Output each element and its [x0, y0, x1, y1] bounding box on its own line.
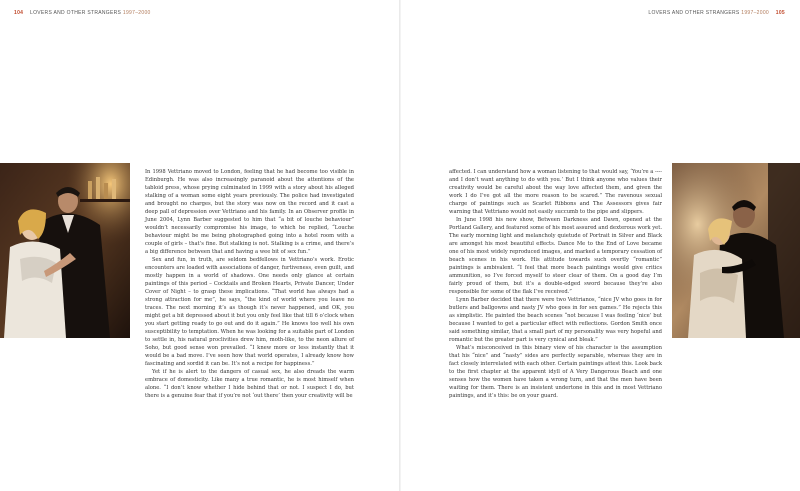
left-running-title: LOVERS AND OTHER STRANGERS: [30, 10, 122, 16]
left-page-number: 104: [14, 10, 24, 16]
right-running-head: [648, 10, 785, 16]
right-paragraph: Lynn Barber decided that there were two Vettrianos, “nice JV who goes in for butlers and ballgowns and nasty JV who goes in for sex games.” He rejects this as simplistic. He painted the beach scenes “not because I was feeling ‘nice’ but because I wanted to get a particular effect with reflections. Gordon Smith once said something similar, that a small part of my personality was very hopeful and romantic but the greater part is very cynical and bleak.”: [449, 297, 662, 343]
right-paragraph: affected. I can understand how a woman listening to that would say, ‘You’re a ---- and I don’t want anything to do with you.’ But I think anyone who values their creativity would be careful about the way love affected them, and given the work I do I’ve got all the more reason to be scared.” The ravenous sexual charge of paintings such as Scarlet Ribbons and The Assessors gives fair warning that Vettriano would not easily succumb to the pipe and slippers.: [449, 169, 662, 215]
right-running-years: 1997–2000: [741, 10, 769, 16]
left-paragraph: Sex and fun, in truth, are seldom bedfellows in Vettriano’s work. Erotic encounters are loaded with associations of danger, furtiveness, even guilt, and mostly happen in a world of shadows. One needs only glance at certain paintings of this period – Cocktails and Broken Hearts, Private Dancer, Under Cover of Night – to grasp these implications. “That world has always had a strong attraction for me”, he says, “the kind of world where you leave no traces. The next morning it’s as though it’s never happened, and OK, you might get a bit depressed about it but you only feel like that till 6 o’clock when you start getting ready to go out and do it again.” He knows too well his own susceptibility to temptation. When he was looking for a suitable part of London to settle in, his natural proclivities drew him, moth-like, to the neon allure of Soho, but good sense won prevailed. “I knew more or less instantly that it would be a bad move. I’ve seen how that world operates, I already know how fascinating and sordid it can be. It’s not a recipe for happiness.”: [145, 257, 354, 367]
left-paragraph: Yet if he is alert to the dangers of casual sex, he also dreads the warm embrace of domesticity. Like many a true romantic, he is most himself when alone. “I don’t know whether I hide behind that or not. I suspect I do, but there is a genuine fear that if you’re not ‘out there’ then your creativity will be: [145, 369, 354, 399]
left-paragraph: In 1998 Vettriano moved to London, feeling that he had become too visible in Edinburgh. He was also increasingly paranoid about the attentions of the tabloid press, whose prying culminated in 1999 with a story about his alleged stalking of a woman some eight years previously. The police had investigated and brought no charges, but the story was now on the record and it cast a deep pall of depression over Vettriano and his family. In an Observer profile in June 2004, Lynn Barber suggested to him that “a bit of louche behaviour” wouldn’t necessarily compromise his image, to which he replied, “Louche behaviour might be me being photographed going into a hotel room with a couple of girls – that’s fine. But stalking is not. Stalking is a crime, and there’s a big difference between that and having a wee bit of sex fun.”: [145, 169, 354, 255]
right-paragraph: What’s misconceived in this binary view of his character is the assumption that his “nice” and “nasty” sides are perfectly separable, whereas they are in fact closely interrelated with each other. Certain paintings attest this. Look back to the first chapter at the apparent idyll of A Very Dangerous Beach and one senses how the women have taken a wrong turn, and that the men have been waiting for them. There is an insistent undertone in this and in most Vettriano paintings, and it’s this: be on your guard.: [449, 345, 662, 399]
right-painting-illustration: [672, 163, 800, 338]
right-paragraph: In June 1998 his new show, Between Darkness and Dawn, opened at the Portland Gallery, and featured some of his most assured and dexterous work yet. The early morning light and melancholy quietude of Portrait in Silver and Black are amongst his most beautiful effects. Dance Me to the End of Love became one of his most widely reproduced images, and marked a temporary cessation of beach scenes in his work. His attitude towards such overtly “romantic” paintings is ambivalent. “I feel that more beach paintings would give critics ammunition, so I’ve forced myself to steer clear of them. On a good day I’m fairly proud of them, but it’s a double-edged sword because they’re also responsible for some of the flak I’ve received.”: [449, 217, 662, 295]
right-page-number: 105: [775, 10, 785, 16]
left-body-text: [145, 168, 354, 400]
left-painting-illustration: [0, 163, 130, 338]
left-running-head: [14, 10, 151, 16]
right-body-text: [449, 168, 662, 400]
left-running-years: 1997–2000: [122, 10, 151, 16]
right-painting-image: [672, 163, 800, 338]
left-page: [0, 0, 399, 491]
left-painting-image: [0, 163, 130, 338]
right-page: [401, 0, 800, 491]
right-running-title: LOVERS AND OTHER STRANGERS: [648, 10, 740, 16]
